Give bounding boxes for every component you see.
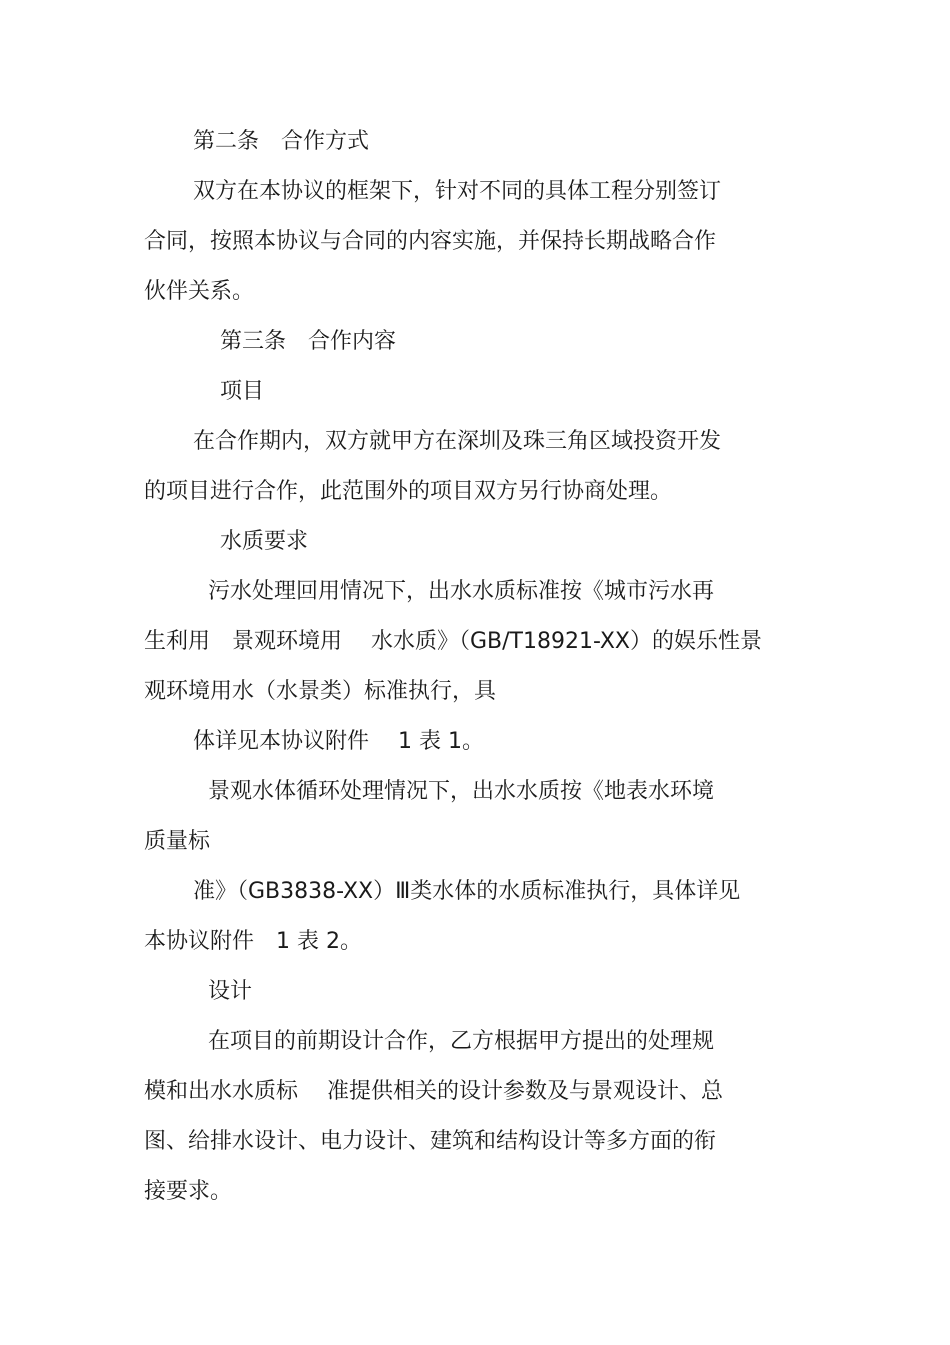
paragraph-line: 图、给排水设计、电力设计、建筑和结构设计等多方面的衔 <box>144 1129 717 1154</box>
section-heading-water-quality: 水质要求 <box>220 529 309 554</box>
paragraph-line: 接要求。 <box>144 1179 233 1204</box>
paragraph-line: 双方在本协议的框架下，针对不同的具体工程分别签订 <box>193 179 722 204</box>
paragraph-line: 质量标 <box>144 829 211 854</box>
paragraph-line: 观环境用水（水景类）标准执行，具 <box>144 679 497 704</box>
paragraph-line: 合同，按照本协议与合同的内容实施，并保持长期战略合作 <box>144 229 717 254</box>
paragraph-line: 的项目进行合作，此范围外的项目双方另行协商处理。 <box>144 479 673 504</box>
paragraph-line: 生利用 景观环境用 水水质》（GB/T18921-XX）的娱乐性景 <box>144 629 762 654</box>
paragraph-line: 模和出水水质标 准提供相关的设计参数及与景观设计、总 <box>144 1079 723 1104</box>
article-2-heading: 第二条 合作方式 <box>193 129 370 154</box>
paragraph-line: 在项目的前期设计合作，乙方根据甲方提出的处理规 <box>208 1029 715 1054</box>
paragraph-line: 污水处理回用情况下，出水水质标准按《城市污水再 <box>208 579 715 604</box>
paragraph-line: 本协议附件 1 表 2。 <box>144 929 362 954</box>
paragraph-line: 准》（GB3838-XX）Ⅲ类水体的水质标准执行，具体详见 <box>193 879 741 904</box>
section-heading-project: 项目 <box>220 379 265 404</box>
section-heading-design: 设计 <box>208 979 253 1004</box>
paragraph-line: 伙伴关系。 <box>144 279 255 304</box>
paragraph-line: 景观水体循环处理情况下，出水水质按《地表水环境 <box>208 779 715 804</box>
paragraph-line: 在合作期内，双方就甲方在深圳及珠三角区域投资开发 <box>193 429 722 454</box>
paragraph-line: 体详见本协议附件 1 表 1。 <box>193 729 484 754</box>
article-3-heading: 第三条 合作内容 <box>220 329 397 354</box>
